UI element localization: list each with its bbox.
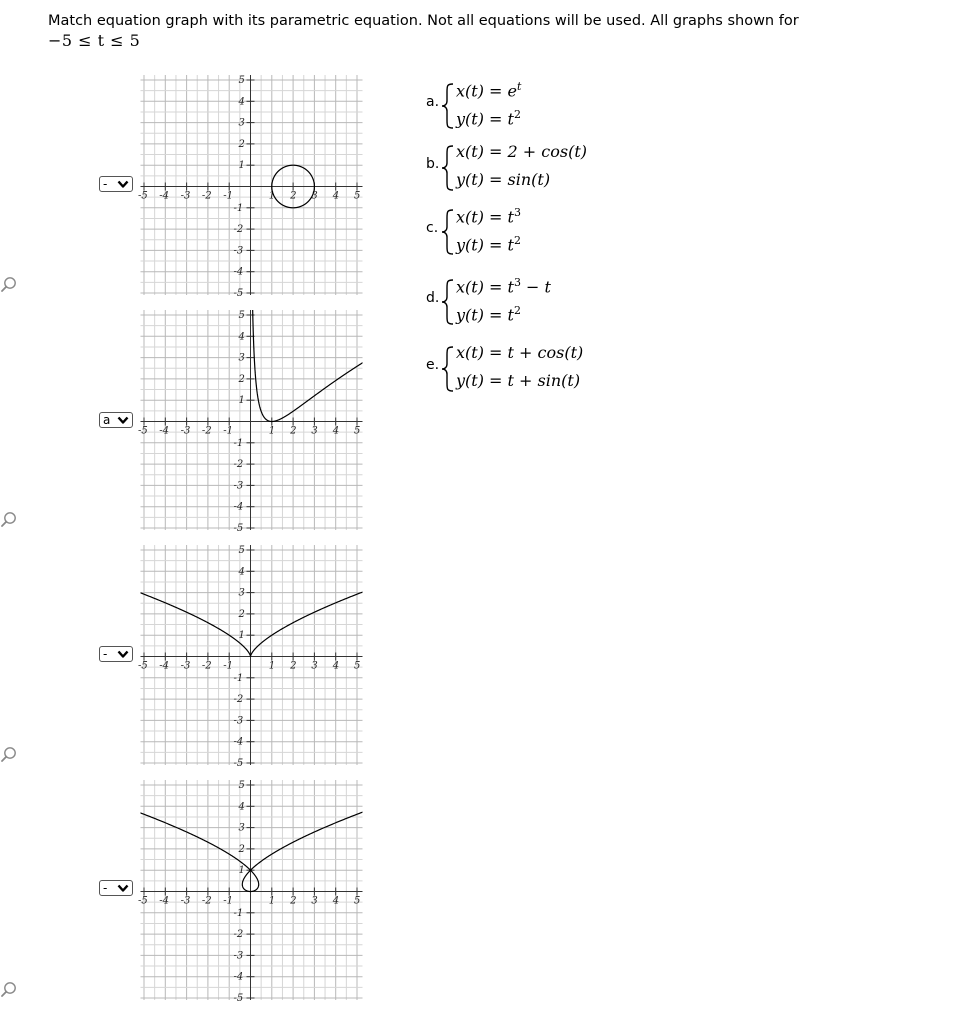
y-tick-label: -5 (233, 758, 244, 769)
equation-y: y(t) = sin(t) (456, 170, 551, 189)
x-tick-label: -4 (159, 895, 170, 907)
x-tick-label: -3 (180, 190, 191, 202)
select-value: - (103, 647, 108, 661)
equation-d (426, 276, 846, 332)
y-tick-label: 2 (238, 138, 245, 150)
x-tick-label: 3 (311, 660, 318, 672)
equation-y: y(t) = t (456, 235, 514, 255)
y-tick-label: 5 (238, 545, 245, 556)
equation-x: x(t) = e (456, 81, 517, 101)
y-tick-label: -1 (233, 202, 244, 214)
x-tick-label: 3 (311, 895, 318, 907)
y-tick-label: 1 (238, 630, 245, 642)
y-tick-label: 3 (238, 822, 245, 834)
y-tick-label: -1 (233, 672, 244, 684)
x-tick-label: -4 (159, 425, 170, 437)
left-brace-icon (440, 278, 456, 326)
answer-select-3[interactable] (99, 646, 133, 662)
x-tick-label: -1 (223, 425, 233, 437)
x-tick-label: 4 (332, 425, 340, 437)
prompt-text: Match equation graph with its parametric equation. Not all equations will be used. All graphs shown for (48, 13, 799, 29)
y-tick-label: 5 (238, 75, 245, 86)
x-tick-label: -3 (180, 895, 191, 907)
equation-x-exponent: t (516, 80, 522, 93)
y-tick-label: 5 (238, 310, 245, 321)
y-tick-label: -2 (233, 929, 244, 941)
x-tick-label: -3 (180, 425, 191, 437)
y-tick-label: -3 (233, 245, 244, 257)
equation-c (426, 206, 846, 262)
equation-x: x(t) = t (456, 207, 514, 227)
equation-a (426, 80, 846, 136)
y-tick-label: 1 (238, 865, 245, 877)
y-tick-label: -4 (233, 736, 244, 748)
x-tick-label: 2 (290, 895, 297, 907)
y-tick-label: -2 (233, 459, 244, 471)
x-tick-label: 2 (290, 190, 297, 202)
x-tick-label: -2 (201, 895, 212, 907)
answer-select-4[interactable] (99, 880, 133, 896)
magnifier-icon[interactable] (0, 510, 18, 528)
select-value: - (103, 177, 108, 191)
x-tick-label: 5 (354, 190, 361, 202)
equation-y: y(t) = t (456, 109, 514, 129)
equation-y-exponent: 2 (513, 108, 521, 121)
y-tick-label: 4 (238, 801, 245, 813)
equation-x-tail: − t (520, 277, 551, 297)
x-tick-label: -2 (201, 660, 212, 672)
x-tick-label: 1 (268, 660, 276, 672)
x-tick-label: -1 (223, 895, 233, 907)
y-tick-label: 2 (238, 608, 245, 620)
x-tick-label: 1 (268, 895, 276, 907)
equation-x: x(t) = t + cos(t) (456, 343, 584, 362)
answer-select-1[interactable] (99, 176, 133, 192)
y-tick-label: -1 (233, 437, 244, 449)
question-prompt (48, 12, 928, 50)
y-tick-label: -4 (233, 501, 244, 513)
y-tick-label: -3 (233, 480, 244, 492)
x-tick-label: -5 (138, 895, 148, 907)
equation-x-exponent: 3 (513, 206, 521, 219)
left-brace-icon (440, 345, 456, 393)
x-tick-label: -1 (223, 660, 233, 672)
y-tick-label: -3 (233, 950, 244, 962)
equation-letter: c. (426, 220, 439, 236)
x-tick-label: -4 (159, 660, 170, 672)
equation-y-exponent: 2 (513, 234, 521, 247)
left-brace-icon (440, 208, 456, 256)
y-tick-label: -2 (233, 694, 244, 706)
x-tick-label: -3 (180, 660, 191, 672)
x-tick-label: -4 (159, 190, 170, 202)
x-tick-label: 1 (268, 190, 276, 202)
x-tick-label: 3 (311, 190, 318, 202)
equation-e (426, 343, 846, 399)
x-tick-label: 2 (290, 425, 297, 437)
answer-select-2[interactable] (99, 412, 133, 428)
left-brace-icon (440, 144, 456, 192)
equation-b (426, 142, 846, 198)
equation-x-exponent: 3 (513, 276, 521, 289)
equation-y-exponent: 2 (513, 304, 521, 317)
y-tick-label: 3 (238, 587, 245, 599)
equation-letter: d. (426, 290, 440, 306)
parameter-range: −5 ≤ t ≤ 5 (48, 31, 141, 50)
x-tick-label: 5 (354, 895, 361, 907)
x-tick-label: 5 (354, 425, 361, 437)
select-value: a (103, 413, 111, 427)
y-tick-label: 4 (238, 96, 245, 108)
y-tick-label: 2 (238, 843, 245, 855)
y-tick-label: 1 (238, 395, 245, 407)
x-tick-label: 2 (290, 660, 297, 672)
y-tick-label: 4 (238, 331, 245, 343)
equation-y: y(t) = t + sin(t) (456, 371, 581, 390)
x-tick-label: -1 (223, 190, 233, 202)
equation-letter: b. (426, 156, 440, 172)
y-tick-label: -4 (233, 266, 244, 278)
y-tick-label: -2 (233, 224, 244, 236)
y-tick-label: -4 (233, 971, 244, 983)
chevron-down-icon (117, 415, 129, 425)
chevron-down-icon (117, 649, 129, 659)
left-brace-icon (440, 82, 456, 130)
equation-letter: e. (426, 357, 440, 373)
x-tick-label: 1 (268, 425, 276, 437)
x-tick-label: -5 (138, 190, 148, 202)
y-tick-label: -5 (233, 288, 244, 299)
y-tick-label: 5 (238, 780, 245, 791)
y-tick-label: -3 (233, 715, 244, 727)
x-tick-label: 4 (332, 190, 340, 202)
y-tick-label: 2 (238, 373, 245, 385)
magnifier-icon[interactable] (0, 980, 18, 998)
y-tick-label: -5 (233, 523, 244, 534)
y-tick-label: -5 (233, 993, 244, 1004)
chevron-down-icon (117, 883, 129, 893)
parametric-curve (0, 368, 960, 656)
equation-y: y(t) = t (456, 305, 514, 325)
magnifier-icon[interactable] (0, 745, 18, 763)
y-tick-label: 3 (238, 352, 245, 364)
magnifier-icon[interactable] (0, 275, 18, 293)
parametric-curve (272, 165, 318, 208)
chevron-down-icon (117, 179, 129, 189)
x-tick-label: 4 (332, 895, 340, 907)
x-tick-label: 5 (354, 660, 361, 672)
x-tick-label: -2 (201, 425, 212, 437)
x-tick-label: 4 (332, 660, 340, 672)
x-tick-label: -2 (201, 190, 212, 202)
equation-x: x(t) = t (456, 277, 514, 297)
x-tick-label: -5 (138, 660, 148, 672)
y-tick-label: 3 (238, 117, 245, 129)
equation-letter: a. (426, 94, 440, 110)
parametric-curve (0, 589, 960, 892)
y-tick-label: 1 (238, 160, 245, 172)
select-value: - (103, 881, 108, 895)
x-tick-label: 3 (311, 425, 318, 437)
x-tick-label: -5 (138, 425, 148, 437)
y-tick-label: 4 (238, 566, 245, 578)
y-tick-label: -1 (233, 907, 244, 919)
equation-x: x(t) = 2 + cos(t) (456, 142, 587, 161)
